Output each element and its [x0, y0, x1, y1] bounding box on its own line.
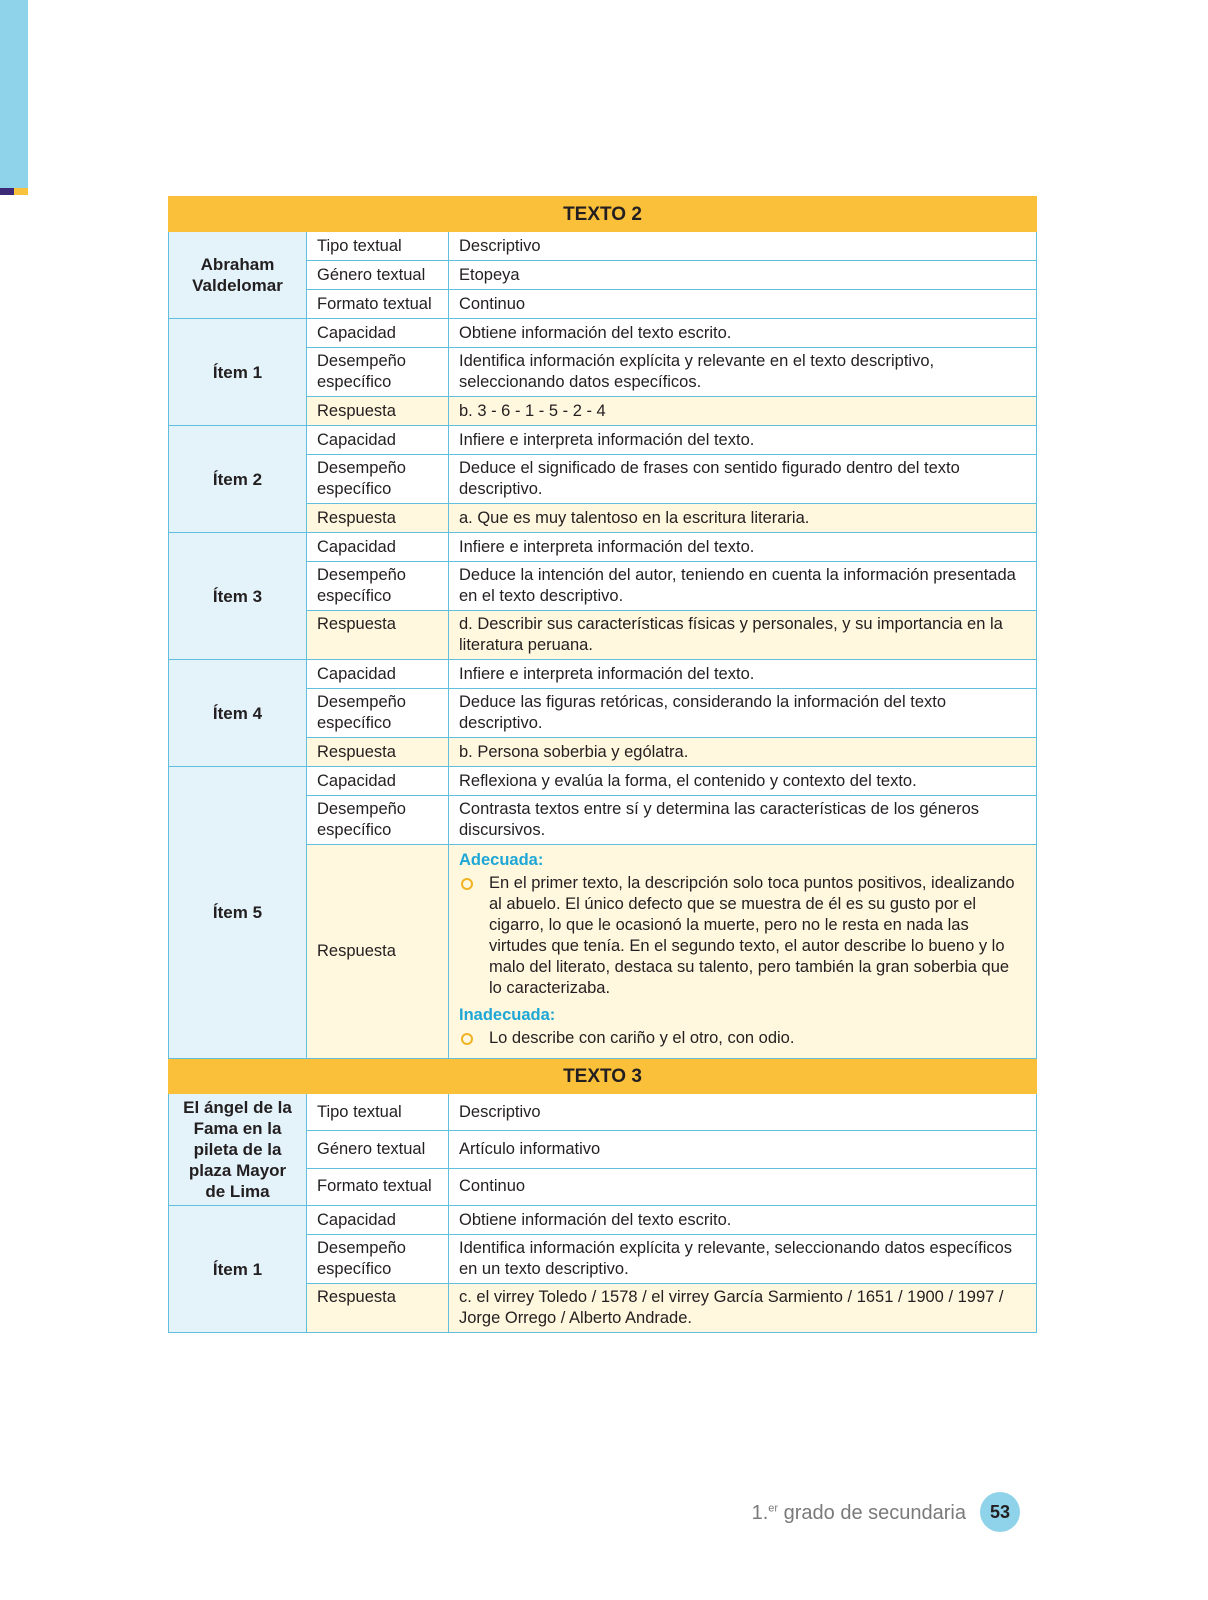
row-key: Género textual	[307, 261, 449, 290]
item-label: Ítem 2	[169, 426, 307, 533]
capacidad-key: Capacidad	[307, 1206, 449, 1235]
capacidad-value: Obtiene información del texto escrito.	[449, 1206, 1037, 1235]
adecuada-heading: Adecuada:	[459, 851, 544, 869]
desempeno-value: Identifica información explícita y relevante, seleccionando datos específicos en un texto descriptivo.	[449, 1235, 1037, 1284]
item-label: Ítem 3	[169, 533, 307, 660]
respuesta-value: a. Que es muy talentoso en la escritura literaria.	[449, 504, 1037, 533]
capacidad-key: Capacidad	[307, 319, 449, 348]
section-title-texto-2: TEXTO 2	[169, 197, 1037, 232]
circle-bullet-icon	[461, 878, 473, 890]
row-value: Continuo	[449, 1168, 1037, 1205]
item-label: Ítem 1	[169, 319, 307, 426]
side-color-bar	[0, 0, 28, 188]
row-key: Género textual	[307, 1131, 449, 1168]
adecuada-text: En el primer texto, la descripción solo toca puntos positivos, idealizando al abuelo. El único defecto que se muestra de él es su gusto por el cigarro, lo que le ocasionó la muerte, pero no le resta en nada las virtudes que tenía. En el segundo texto, el autor describe lo bueno y lo malo del literato, destaca su talento, pero también la gran soberbia que lo caracterizaba.	[489, 874, 1015, 997]
capacidad-key: Capacidad	[307, 533, 449, 562]
desempeno-key: Desempeño específico	[307, 455, 449, 504]
grade-prefix: 1.	[751, 1502, 769, 1524]
section-title-texto-3: TEXTO 3	[169, 1059, 1037, 1094]
respuesta-value: c. el virrey Toledo / 1578 / el virrey García Sarmiento / 1651 / 1900 / 1997 / Jorge Orrego / Alberto Andrade.	[449, 1284, 1037, 1333]
row-value: Etopeya	[449, 261, 1037, 290]
item-label: Ítem 5	[169, 767, 307, 1059]
inadecuada-heading: Inadecuada:	[459, 1006, 556, 1024]
adecuada-bullet	[459, 873, 1026, 999]
row-value: Descriptivo	[449, 232, 1037, 261]
item-label: Ítem 1	[169, 1206, 307, 1333]
inadecuada-text: Lo describe con cariño y el otro, con odio.	[489, 1029, 795, 1047]
respuesta-key: Respuesta	[307, 1284, 449, 1333]
desempeno-value: Deduce la intención del autor, teniendo en cuenta la información presentada en el texto descriptivo.	[449, 562, 1037, 611]
desempeno-key: Desempeño específico	[307, 1235, 449, 1284]
grade-sup: er	[768, 1502, 779, 1515]
row-value: Artículo informativo	[449, 1131, 1037, 1168]
respuesta-key: Respuesta	[307, 504, 449, 533]
capacidad-value: Infiere e interpreta información del texto.	[449, 660, 1037, 689]
capacidad-value: Infiere e interpreta información del texto.	[449, 426, 1037, 455]
page-footer	[751, 1492, 1040, 1536]
respuesta-key: Respuesta	[307, 738, 449, 767]
capacidad-value: Reflexiona y evalúa la forma, el contenido y contexto del texto.	[449, 767, 1037, 796]
row-key: Formato textual	[307, 1168, 449, 1205]
side-bar-accent	[14, 188, 28, 195]
capacidad-value: Obtiene información del texto escrito.	[449, 319, 1037, 348]
desempeno-value: Contrasta textos entre sí y determina las características de los géneros discursivos.	[449, 796, 1037, 845]
desempeno-key: Desempeño específico	[307, 562, 449, 611]
work-title: Abraham Valdelomar	[169, 232, 307, 319]
grade-rest: grado de secundaria	[778, 1502, 966, 1524]
grade-label	[752, 1502, 966, 1525]
capacidad-key: Capacidad	[307, 767, 449, 796]
row-key: Tipo textual	[307, 1094, 449, 1131]
capacidad-key: Capacidad	[307, 426, 449, 455]
desempeno-key: Desempeño específico	[307, 689, 449, 738]
row-value: Continuo	[449, 290, 1037, 319]
item-label: Ítem 4	[169, 660, 307, 767]
respuesta-key: Respuesta	[307, 611, 449, 660]
capacidad-value: Infiere e interpreta información del texto.	[449, 533, 1037, 562]
desempeno-key: Desempeño específico	[307, 348, 449, 397]
respuesta-key: Respuesta	[307, 397, 449, 426]
desempeno-key: Desempeño específico	[307, 796, 449, 845]
row-key: Tipo textual	[307, 232, 449, 261]
desempeno-value: Deduce el significado de frases con sentido figurado dentro del texto descriptivo.	[449, 455, 1037, 504]
inadecuada-bullet	[459, 1028, 1026, 1049]
work-title: El ángel de la Fama en la pileta de la plaza Mayor de Lima	[169, 1094, 307, 1206]
page-number: 53	[980, 1492, 1020, 1532]
row-value: Descriptivo	[449, 1094, 1037, 1131]
desempeno-value: Identifica información explícita y relevante en el texto descriptivo, seleccionando datos específicos.	[449, 348, 1037, 397]
desempeno-value: Deduce las figuras retóricas, considerando la información del texto descriptivo.	[449, 689, 1037, 738]
respuesta-value: d. Describir sus características físicas y personales, y su importancia en la literatura peruana.	[449, 611, 1037, 660]
answer-key-table	[168, 196, 1037, 1333]
respuesta-value: b. Persona soberbia y ególatra.	[449, 738, 1037, 767]
respuesta-value: b. 3 - 6 - 1 - 5 - 2 - 4	[449, 397, 1037, 426]
respuesta-key: Respuesta	[307, 845, 449, 1059]
row-key: Formato textual	[307, 290, 449, 319]
capacidad-key: Capacidad	[307, 660, 449, 689]
side-bar-accent	[0, 188, 14, 195]
respuesta-value-block	[449, 845, 1037, 1059]
circle-bullet-icon	[461, 1033, 473, 1045]
